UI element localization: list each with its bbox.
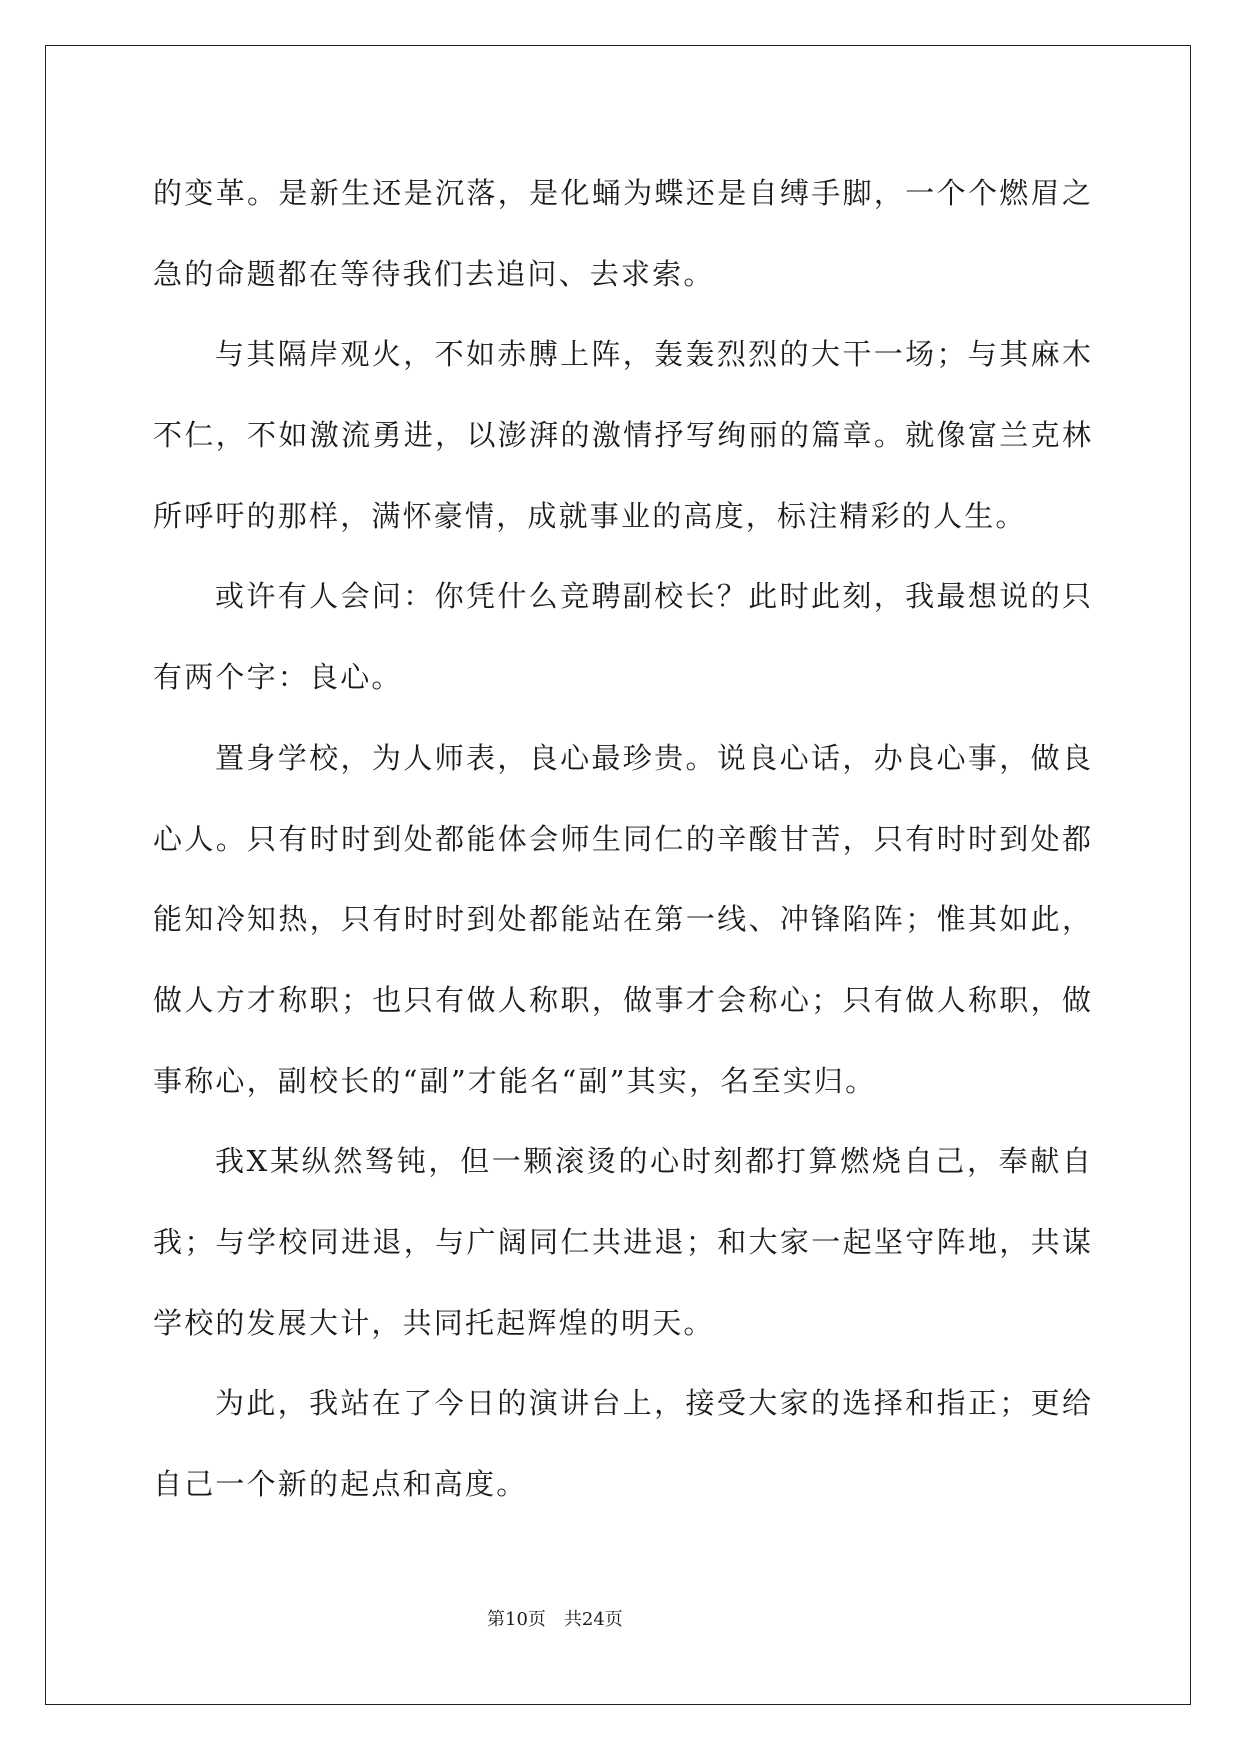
paragraph [153, 314, 1091, 556]
text-line: 事称心，副校长的“副”才能名“副”其实，名至实归。 [153, 1063, 877, 1098]
text-line: 急的命题都在等待我们去追问、去求索。 [153, 256, 715, 291]
text-line: 与其隔岸观火，不如赤膊上阵，轰轰烈烈的大干一场；与其麻木 [215, 337, 1091, 372]
paragraph [153, 153, 1091, 314]
text-line: 不仁，不如激流勇进，以澎湃的激情抒写绚丽的篇章。就像富兰克林 [153, 418, 1091, 453]
page-footer [487, 1606, 623, 1634]
text-line: 有两个字：良心。 [153, 660, 403, 695]
paragraph [153, 1121, 1091, 1363]
text-line: 置身学校，为人师表，良心最珍贵。说良心话，办良心事，做良 [215, 740, 1091, 775]
text-line: 的变革。是新生还是沉落，是化蛹为蝶还是自缚手脚，一个个燃眉之 [153, 176, 1091, 210]
total-page-count: 共24页 [563, 1609, 623, 1630]
text-line: 我；与学校同进退，与广阔同仁共进退；和大家一起坚守阵地，共谋 [153, 1224, 1091, 1259]
paragraph [153, 718, 1091, 1121]
paragraph [153, 1363, 1091, 1524]
text-line: 能知冷知热，只有时时到处都能站在第一线、冲锋陷阵；惟其如此， [153, 902, 1091, 937]
text-line: 做人方才称职；也只有做人称职，做事才会称心；只有做人称职，做 [153, 982, 1091, 1017]
text-line: 为此，我站在了今日的演讲台上，接受大家的选择和指正；更给 [215, 1386, 1091, 1421]
text-line: 我X某纵然驽钝，但一颗滚烫的心时刻都打算燃烧自己，奉献自 [215, 1144, 1091, 1179]
text-line: 心人。只有时时到处都能体会师生同仁的辛酸甘苦，只有时时到处都 [153, 821, 1091, 856]
document-body [153, 153, 1091, 1525]
text-line: 自己一个新的起点和高度。 [153, 1467, 528, 1501]
paragraph [153, 556, 1091, 717]
text-line: 学校的发展大计，共同托起辉煌的明天。 [153, 1305, 715, 1340]
text-line: 所呼吁的那样，满怀豪情，成就事业的高度，标注精彩的人生。 [153, 498, 1027, 533]
current-page-number: 第10页 [487, 1609, 546, 1630]
text-line: 或许有人会问：你凭什么竞聘副校长？此时此刻，我最想说的只 [215, 579, 1091, 614]
